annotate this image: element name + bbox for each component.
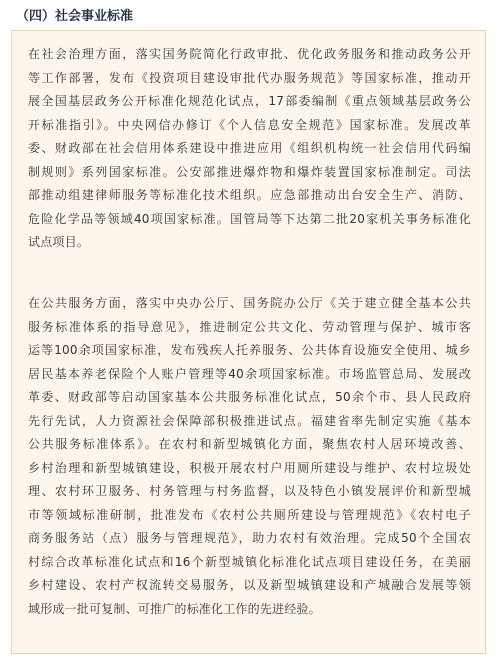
paragraph-public-services bbox=[28, 292, 471, 621]
paragraph-line: 等工作部署，发布《投资项目建设审批代办服务规范》等国家标准，推动开 bbox=[28, 70, 471, 85]
paragraph-line: 部推动组建律师服务等标准化技术组织。应急部推动出台安全生产、消防、 bbox=[28, 188, 471, 202]
paragraph-line: 理、农村环卫服务、村务管理与村务监督，以及特色小镇发展评价和新型城 bbox=[28, 484, 471, 498]
paragraph-line: 公共服务标准体系》。在农村和新型城镇化方面，聚焦农村人居环境改善、 bbox=[28, 437, 471, 451]
paragraph-line: 乡村建设、农村产权流转交易服务，以及新型城镇建设和产城融合发展等领 bbox=[28, 578, 471, 592]
paragraph-line: 在社会治理方面，落实国务院简化行政审批、优化政务服务和推动政务公开 bbox=[28, 47, 471, 61]
paragraph-line: 革委、财政部等启动国家基本公共服务标准化试点，50余个市、县人民政府 bbox=[28, 390, 471, 404]
paragraph-line: 开标准指引》。中央网信办修订《个人信息安全规范》国家标准。发展改革 bbox=[28, 117, 471, 132]
content-box bbox=[11, 30, 486, 654]
paragraph-line: 试点项目。 bbox=[28, 235, 90, 249]
paragraph-line: 制规则》系列国家标准。公安部推进爆炸物和爆炸装置国家标准制定。司法 bbox=[28, 164, 471, 179]
paragraph-line: 服务标准体系的指导意见》，推进制定公共文化、劳动管理与保护、城市客 bbox=[28, 319, 471, 334]
paragraph-line: 市等领域标准研制，批准发布《农村公共厕所建设与管理规范》《农村电子 bbox=[28, 507, 471, 522]
paragraph-line: 村综合改革标准化试点和16个新型城镇化标准化试点项目建设任务，在美丽 bbox=[28, 554, 471, 569]
paragraph-line: 居民基本养老保险个人账户管理等40余项国家标准。市场监管总局、发展改 bbox=[28, 366, 471, 381]
paragraph-line: 先行先试，人力资源社会保障部积极推进试点。福建省率先制定实施《基本 bbox=[28, 413, 471, 428]
paragraph-line: 运等100余项国家标准，发布残疾人托养服务、公共体育设施安全使用、城乡 bbox=[28, 343, 471, 357]
section-heading: （四）社会事业标准 bbox=[16, 9, 134, 24]
paragraph-line: 危险化学品等领域40项国家标准。国管局等下达第二批20家机关事务标准化 bbox=[28, 211, 471, 226]
paragraph-line: 乡村治理和新型城镇建设，积极开展农村户用厕所建设与维护、农村垃圾处 bbox=[28, 460, 471, 475]
paragraph-line: 域形成一批可复制、可推广的标准化工作的先进经验。 bbox=[28, 601, 321, 616]
paragraph-line: 委、财政部在社会信用体系建设中推进应用《组织机构统一社会信用代码编 bbox=[28, 141, 471, 155]
paragraph-line: 在公共服务方面，落实中央办公厅、国务院办公厅《关于建立健全基本公共 bbox=[28, 296, 471, 310]
paragraph-line: 商务服务站（点）服务与管理规范》，助力农村有效治理。完成50个全国农 bbox=[28, 531, 471, 545]
paragraph-line: 展全国基层政务公开标准化规范化试点，17部委编制《重点领域基层政务公 bbox=[28, 94, 471, 108]
paragraph-social-governance bbox=[28, 43, 471, 255]
